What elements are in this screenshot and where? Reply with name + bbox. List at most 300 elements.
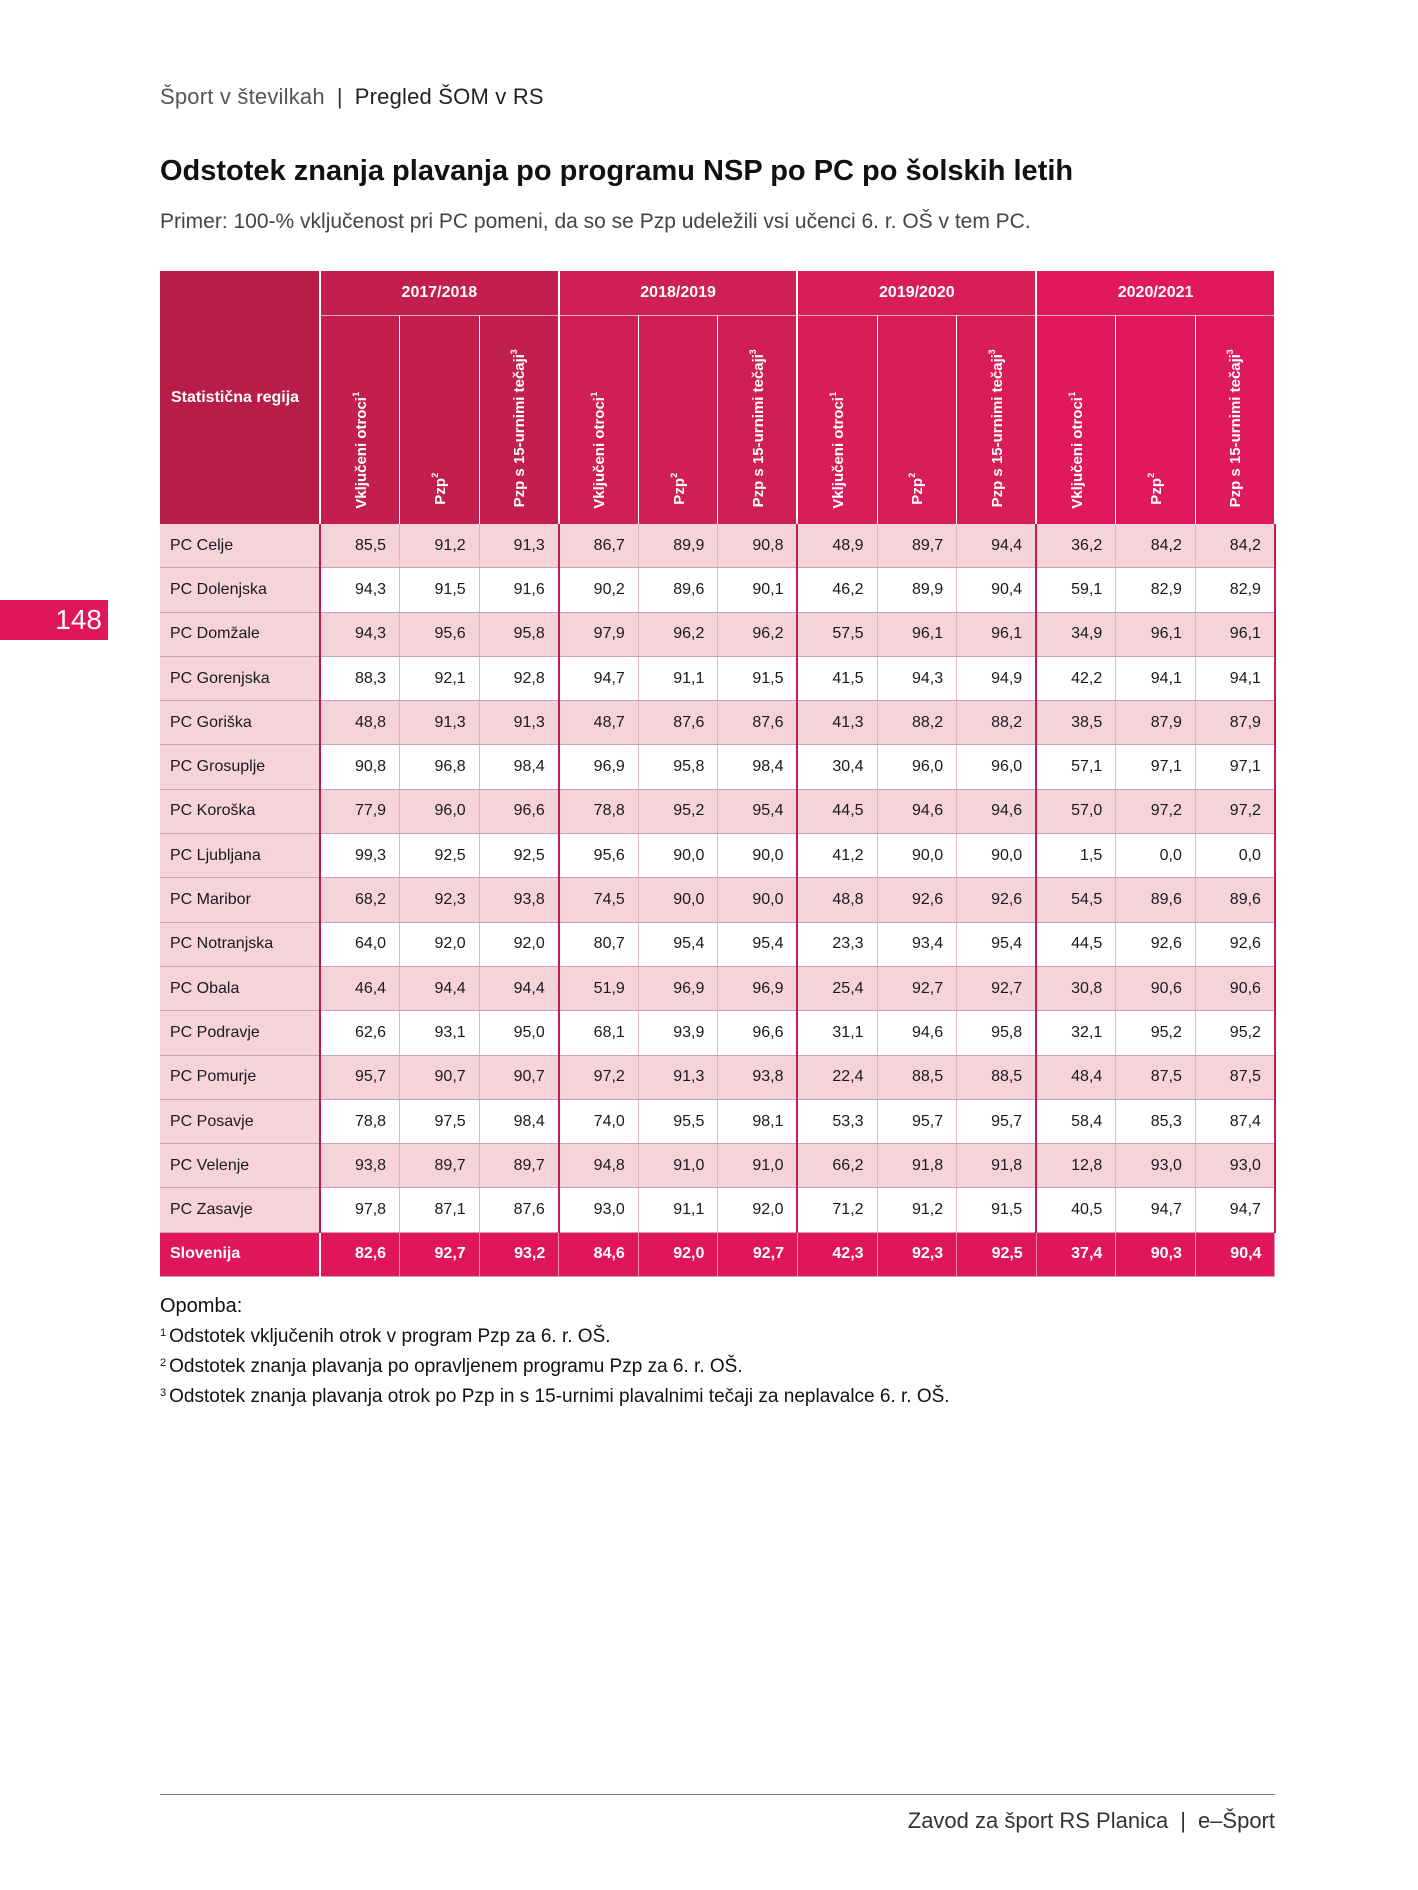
note-marker: 1 (160, 1327, 167, 1339)
region-cell: PC Grosuplje (160, 745, 320, 789)
table-row (160, 1099, 1275, 1143)
value-cell: 95,6 (400, 612, 480, 656)
sub-column-header (638, 316, 718, 525)
table-row (160, 1144, 1275, 1188)
value-cell: 94,1 (1116, 656, 1196, 700)
value-cell: 95,2 (1116, 1011, 1196, 1055)
value-cell: 96,0 (957, 745, 1037, 789)
value-cell: 99,3 (320, 834, 400, 878)
value-cell: 92,6 (1116, 922, 1196, 966)
footnote-marker: 3 (747, 348, 758, 354)
sub-column-header (1036, 316, 1116, 525)
value-cell: 95,4 (638, 922, 718, 966)
table-row (160, 701, 1275, 745)
value-cell: 92,0 (638, 1232, 718, 1276)
value-cell: 32,1 (1036, 1011, 1116, 1055)
value-cell: 91,1 (638, 656, 718, 700)
value-cell: 92,7 (400, 1232, 480, 1276)
value-cell: 90,0 (638, 878, 718, 922)
sub-column-header (320, 316, 400, 525)
value-cell: 90,1 (718, 568, 798, 612)
value-cell: 94,6 (957, 789, 1037, 833)
sub-column-header (1195, 316, 1275, 525)
value-cell: 40,5 (1036, 1188, 1116, 1232)
value-cell: 89,9 (877, 568, 957, 612)
value-cell: 82,6 (320, 1232, 400, 1276)
table-row (160, 656, 1275, 700)
value-cell: 84,2 (1195, 524, 1275, 568)
value-cell: 95,4 (957, 922, 1037, 966)
value-cell: 95,7 (320, 1055, 400, 1099)
value-cell: 51,9 (559, 966, 639, 1010)
value-cell: 1,5 (1036, 834, 1116, 878)
value-cell: 93,9 (638, 1011, 718, 1055)
table-row (160, 524, 1275, 568)
sub-column-label: Pzp (1148, 478, 1166, 505)
publication-name: Šport v številkah (160, 84, 325, 109)
value-cell: 92,3 (877, 1232, 957, 1276)
notes-title: Opomba: (160, 1295, 243, 1317)
footnote-marker: 3 (986, 348, 997, 354)
sub-column-label: Pzp s 15-urnimi tečaji (1227, 353, 1245, 507)
value-cell: 96,8 (400, 745, 480, 789)
value-cell: 92,3 (400, 878, 480, 922)
value-cell: 87,5 (1116, 1055, 1196, 1099)
value-cell: 90,3 (1116, 1232, 1196, 1276)
value-cell: 78,8 (559, 789, 639, 833)
value-cell: 94,7 (1195, 1188, 1275, 1232)
value-cell: 93,2 (479, 1232, 559, 1276)
value-cell: 97,2 (559, 1055, 639, 1099)
page-title: Odstotek znanja plavanja po programu NSP po PC po šolskih letih (160, 155, 1074, 187)
footnote-marker: 2 (668, 473, 679, 479)
value-cell: 93,0 (1116, 1144, 1196, 1188)
region-cell: PC Posavje (160, 1099, 320, 1143)
value-cell: 96,2 (638, 612, 718, 656)
value-cell: 87,9 (1116, 701, 1196, 745)
value-cell: 41,3 (797, 701, 877, 745)
value-cell: 95,8 (479, 612, 559, 656)
sub-column-label: Vključeni otroci (1068, 397, 1086, 509)
table-row (160, 878, 1275, 922)
value-cell: 77,9 (320, 789, 400, 833)
value-cell: 23,3 (797, 922, 877, 966)
value-cell: 37,4 (1036, 1232, 1116, 1276)
series-name: e–Šport (1197, 1808, 1275, 1833)
footnote-marker: 1 (350, 392, 361, 398)
value-cell: 92,0 (400, 922, 480, 966)
value-cell: 0,0 (1116, 834, 1196, 878)
value-cell: 57,5 (797, 612, 877, 656)
value-cell: 64,0 (320, 922, 400, 966)
value-cell: 48,7 (559, 701, 639, 745)
value-cell: 89,7 (877, 524, 957, 568)
value-cell: 89,6 (1116, 878, 1196, 922)
value-cell: 25,4 (797, 966, 877, 1010)
value-cell: 87,6 (479, 1188, 559, 1232)
value-cell: 98,1 (718, 1099, 798, 1143)
value-cell: 87,5 (1195, 1055, 1275, 1099)
value-cell: 96,9 (638, 966, 718, 1010)
value-cell: 92,6 (1195, 922, 1275, 966)
value-cell: 68,1 (559, 1011, 639, 1055)
table-row (160, 834, 1275, 878)
footnote-marker: 3 (509, 348, 520, 354)
value-cell: 97,8 (320, 1188, 400, 1232)
value-cell: 89,9 (638, 524, 718, 568)
note-marker: 2 (160, 1357, 167, 1369)
value-cell: 30,4 (797, 745, 877, 789)
value-cell: 94,4 (957, 524, 1037, 568)
footnote-marker: 1 (1066, 392, 1077, 398)
value-cell: 92,7 (957, 966, 1037, 1010)
value-cell: 98,4 (718, 745, 798, 789)
value-cell: 91,5 (957, 1188, 1037, 1232)
value-cell: 90,7 (479, 1055, 559, 1099)
value-cell: 92,6 (877, 878, 957, 922)
value-cell: 90,0 (957, 834, 1037, 878)
value-cell: 92,7 (718, 1232, 798, 1276)
value-cell: 46,2 (797, 568, 877, 612)
value-cell: 93,4 (877, 922, 957, 966)
value-cell: 48,8 (320, 701, 400, 745)
value-cell: 90,0 (718, 878, 798, 922)
publisher-name: Zavod za šport RS Planica (907, 1808, 1169, 1833)
value-cell: 57,1 (1036, 745, 1116, 789)
note-text: Odstotek vključenih otrok v program Pzp za 6. r. OŠ. (169, 1326, 611, 1347)
table-row (160, 1055, 1275, 1099)
value-cell: 96,1 (1195, 612, 1275, 656)
value-cell: 68,2 (320, 878, 400, 922)
value-cell: 84,2 (1116, 524, 1196, 568)
value-cell: 93,0 (1195, 1144, 1275, 1188)
value-cell: 82,9 (1116, 568, 1196, 612)
notes-block (160, 1293, 950, 1410)
value-cell: 94,3 (320, 568, 400, 612)
value-cell: 48,4 (1036, 1055, 1116, 1099)
value-cell: 38,5 (1036, 701, 1116, 745)
value-cell: 87,9 (1195, 701, 1275, 745)
year-header: 2018/2019 (559, 271, 798, 316)
region-cell: PC Zasavje (160, 1188, 320, 1232)
value-cell: 0,0 (1195, 834, 1275, 878)
value-cell: 71,2 (797, 1188, 877, 1232)
value-cell: 94,1 (1195, 656, 1275, 700)
value-cell: 62,6 (320, 1011, 400, 1055)
value-cell: 85,5 (320, 524, 400, 568)
value-cell: 12,8 (1036, 1144, 1116, 1188)
value-cell: 41,5 (797, 656, 877, 700)
sub-column-header (718, 316, 798, 525)
value-cell: 91,2 (400, 524, 480, 568)
value-cell: 94,3 (877, 656, 957, 700)
region-cell: PC Notranjska (160, 922, 320, 966)
section-name: Pregled ŠOM v RS (354, 84, 544, 109)
value-cell: 92,5 (400, 834, 480, 878)
value-cell: 95,4 (718, 922, 798, 966)
note-text: Odstotek znanja plavanja po opravljenem programu Pzp za 6. r. OŠ. (169, 1356, 743, 1377)
value-cell: 92,6 (957, 878, 1037, 922)
value-cell: 90,8 (718, 524, 798, 568)
sub-column-label: Pzp (670, 478, 688, 505)
value-cell: 85,3 (1116, 1099, 1196, 1143)
value-cell: 96,6 (479, 789, 559, 833)
table-row (160, 789, 1275, 833)
table-row (160, 1188, 1275, 1232)
sub-column-label: Pzp s 15-urnimi tečaji (511, 353, 529, 507)
value-cell: 87,6 (718, 701, 798, 745)
value-cell: 87,6 (638, 701, 718, 745)
value-cell: 84,6 (559, 1232, 639, 1276)
value-cell: 98,4 (479, 745, 559, 789)
value-cell: 89,7 (400, 1144, 480, 1188)
value-cell: 86,7 (559, 524, 639, 568)
footnote-marker: 2 (429, 473, 440, 479)
table-row (160, 922, 1275, 966)
value-cell: 96,1 (1116, 612, 1196, 656)
value-cell: 89,7 (479, 1144, 559, 1188)
value-cell: 90,8 (320, 745, 400, 789)
value-cell: 97,5 (400, 1099, 480, 1143)
value-cell: 36,2 (1036, 524, 1116, 568)
footer-separator: | (1180, 1808, 1186, 1833)
value-cell: 94,6 (877, 1011, 957, 1055)
table-row (160, 568, 1275, 612)
value-cell: 91,8 (957, 1144, 1037, 1188)
value-cell: 95,0 (479, 1011, 559, 1055)
value-cell: 41,2 (797, 834, 877, 878)
swimming-table (160, 271, 1276, 1277)
table-body (160, 524, 1275, 1277)
value-cell: 22,4 (797, 1055, 877, 1099)
sub-column-header (877, 316, 957, 525)
running-header (160, 84, 544, 110)
value-cell: 92,0 (479, 922, 559, 966)
value-cell: 90,2 (559, 568, 639, 612)
region-cell: Slovenija (160, 1232, 320, 1276)
value-cell: 96,9 (559, 745, 639, 789)
value-cell: 94,3 (320, 612, 400, 656)
value-cell: 88,2 (957, 701, 1037, 745)
value-cell: 58,4 (1036, 1099, 1116, 1143)
running-footer (908, 1808, 1275, 1834)
value-cell: 90,7 (400, 1055, 480, 1099)
value-cell: 54,5 (1036, 878, 1116, 922)
table-row (160, 966, 1275, 1010)
value-cell: 91,5 (718, 656, 798, 700)
value-cell: 53,3 (797, 1099, 877, 1143)
note-text: Odstotek znanja plavanja otrok po Pzp in s 15-urnimi plavalnimi tečaji za neplavalce 6. r. OŠ. (169, 1386, 950, 1407)
table-header (160, 271, 1275, 524)
value-cell: 91,3 (479, 524, 559, 568)
region-cell: PC Celje (160, 524, 320, 568)
sub-column-label: Vključeni otroci (352, 397, 370, 509)
value-cell: 96,0 (877, 745, 957, 789)
value-cell: 92,5 (957, 1232, 1037, 1276)
value-cell: 91,1 (638, 1188, 718, 1232)
value-cell: 92,7 (877, 966, 957, 1010)
value-cell: 48,8 (797, 878, 877, 922)
value-cell: 95,4 (718, 789, 798, 833)
value-cell: 66,2 (797, 1144, 877, 1188)
value-cell: 88,5 (957, 1055, 1037, 1099)
value-cell: 91,6 (479, 568, 559, 612)
region-cell: PC Gorenjska (160, 656, 320, 700)
total-row (160, 1232, 1275, 1276)
value-cell: 95,2 (638, 789, 718, 833)
sub-column-label: Pzp s 15-urnimi tečaji (749, 353, 767, 507)
value-cell: 34,9 (1036, 612, 1116, 656)
region-cell: PC Velenje (160, 1144, 320, 1188)
value-cell: 96,9 (718, 966, 798, 1010)
table-row (160, 612, 1275, 656)
sub-column-label: Pzp (909, 478, 927, 505)
region-column-header: Statistična regija (160, 271, 320, 524)
value-cell: 92,8 (479, 656, 559, 700)
value-cell: 42,3 (797, 1232, 877, 1276)
sub-column-header (797, 316, 877, 525)
year-header: 2020/2021 (1036, 271, 1275, 316)
note-item (160, 1350, 950, 1380)
value-cell: 90,0 (718, 834, 798, 878)
value-cell: 48,9 (797, 524, 877, 568)
value-cell: 89,6 (638, 568, 718, 612)
value-cell: 92,5 (479, 834, 559, 878)
region-cell: PC Ljubljana (160, 834, 320, 878)
header-separator: | (336, 84, 343, 109)
value-cell: 80,7 (559, 922, 639, 966)
sub-column-header (400, 316, 480, 525)
value-cell: 95,8 (638, 745, 718, 789)
note-marker: 3 (160, 1387, 167, 1399)
value-cell: 94,8 (559, 1144, 639, 1188)
region-cell: PC Podravje (160, 1011, 320, 1055)
region-cell: PC Domžale (160, 612, 320, 656)
value-cell: 93,8 (320, 1144, 400, 1188)
value-cell: 88,3 (320, 656, 400, 700)
value-cell: 44,5 (797, 789, 877, 833)
table-row (160, 1011, 1275, 1055)
year-header: 2019/2020 (797, 271, 1036, 316)
sub-column-header (957, 316, 1037, 525)
value-cell: 91,2 (877, 1188, 957, 1232)
value-cell: 87,1 (400, 1188, 480, 1232)
page-subtitle: Primer: 100-% vključenost pri PC pomeni, da so se Pzp udeležili vsi učenci 6. r. OŠ v tem PC. (160, 210, 1031, 233)
value-cell: 91,3 (479, 701, 559, 745)
value-cell: 89,6 (1195, 878, 1275, 922)
value-cell: 97,2 (1116, 789, 1196, 833)
value-cell: 95,8 (957, 1011, 1037, 1055)
sub-column-label: Pzp s 15-urnimi tečaji (988, 353, 1006, 507)
region-cell: PC Pomurje (160, 1055, 320, 1099)
value-cell: 57,0 (1036, 789, 1116, 833)
value-cell: 94,4 (400, 966, 480, 1010)
value-cell: 91,5 (400, 568, 480, 612)
value-cell: 59,1 (1036, 568, 1116, 612)
year-header: 2017/2018 (320, 271, 559, 316)
value-cell: 96,2 (718, 612, 798, 656)
region-cell: PC Goriška (160, 701, 320, 745)
value-cell: 90,4 (1195, 1232, 1275, 1276)
footnote-marker: 1 (828, 392, 838, 398)
value-cell: 31,1 (797, 1011, 877, 1055)
sub-column-label: Vključeni otroci (591, 397, 609, 509)
value-cell: 91,0 (638, 1144, 718, 1188)
value-cell: 91,3 (400, 701, 480, 745)
value-cell: 94,7 (1116, 1188, 1196, 1232)
value-cell: 97,2 (1195, 789, 1275, 833)
value-cell: 95,7 (957, 1099, 1037, 1143)
value-cell: 93,1 (400, 1011, 480, 1055)
value-cell: 94,9 (957, 656, 1037, 700)
value-cell: 96,1 (877, 612, 957, 656)
value-cell: 97,1 (1116, 745, 1196, 789)
footnote-marker: 1 (589, 392, 600, 398)
value-cell: 87,4 (1195, 1099, 1275, 1143)
value-cell: 92,1 (400, 656, 480, 700)
value-cell: 93,8 (718, 1055, 798, 1099)
value-cell: 94,4 (479, 966, 559, 1010)
note-item (160, 1380, 950, 1410)
sub-column-header (1116, 316, 1196, 525)
sub-column-label: Pzp (431, 478, 449, 505)
sub-column-header (479, 316, 559, 525)
value-cell: 93,8 (479, 878, 559, 922)
sub-column-label: Vključeni otroci (830, 397, 847, 509)
value-cell: 90,6 (1195, 966, 1275, 1010)
value-cell: 92,0 (718, 1188, 798, 1232)
value-cell: 91,8 (877, 1144, 957, 1188)
region-cell: PC Maribor (160, 878, 320, 922)
value-cell: 74,5 (559, 878, 639, 922)
sub-column-header (559, 316, 639, 525)
value-cell: 95,5 (638, 1099, 718, 1143)
value-cell: 78,8 (320, 1099, 400, 1143)
value-cell: 95,6 (559, 834, 639, 878)
region-cell: PC Dolenjska (160, 568, 320, 612)
value-cell: 42,2 (1036, 656, 1116, 700)
value-cell: 96,1 (957, 612, 1037, 656)
value-cell: 91,0 (718, 1144, 798, 1188)
note-item (160, 1320, 950, 1350)
value-cell: 46,4 (320, 966, 400, 1010)
value-cell: 94,7 (559, 656, 639, 700)
table-row (160, 745, 1275, 789)
value-cell: 95,7 (877, 1099, 957, 1143)
footnote-marker: 3 (1225, 348, 1236, 354)
value-cell: 90,0 (638, 834, 718, 878)
page-number-tab: 148 (0, 600, 108, 640)
value-cell: 90,6 (1116, 966, 1196, 1010)
footer-divider (160, 1794, 1275, 1795)
value-cell: 88,2 (877, 701, 957, 745)
value-cell: 90,0 (877, 834, 957, 878)
value-cell: 97,1 (1195, 745, 1275, 789)
footnote-marker: 2 (1146, 473, 1157, 479)
value-cell: 95,2 (1195, 1011, 1275, 1055)
value-cell: 88,5 (877, 1055, 957, 1099)
region-cell: PC Obala (160, 966, 320, 1010)
value-cell: 82,9 (1195, 568, 1275, 612)
region-cell: PC Koroška (160, 789, 320, 833)
value-cell: 44,5 (1036, 922, 1116, 966)
footnote-marker: 2 (907, 473, 918, 479)
value-cell: 98,4 (479, 1099, 559, 1143)
value-cell: 30,8 (1036, 966, 1116, 1010)
value-cell: 97,9 (559, 612, 639, 656)
value-cell: 90,4 (957, 568, 1037, 612)
value-cell: 93,0 (559, 1188, 639, 1232)
